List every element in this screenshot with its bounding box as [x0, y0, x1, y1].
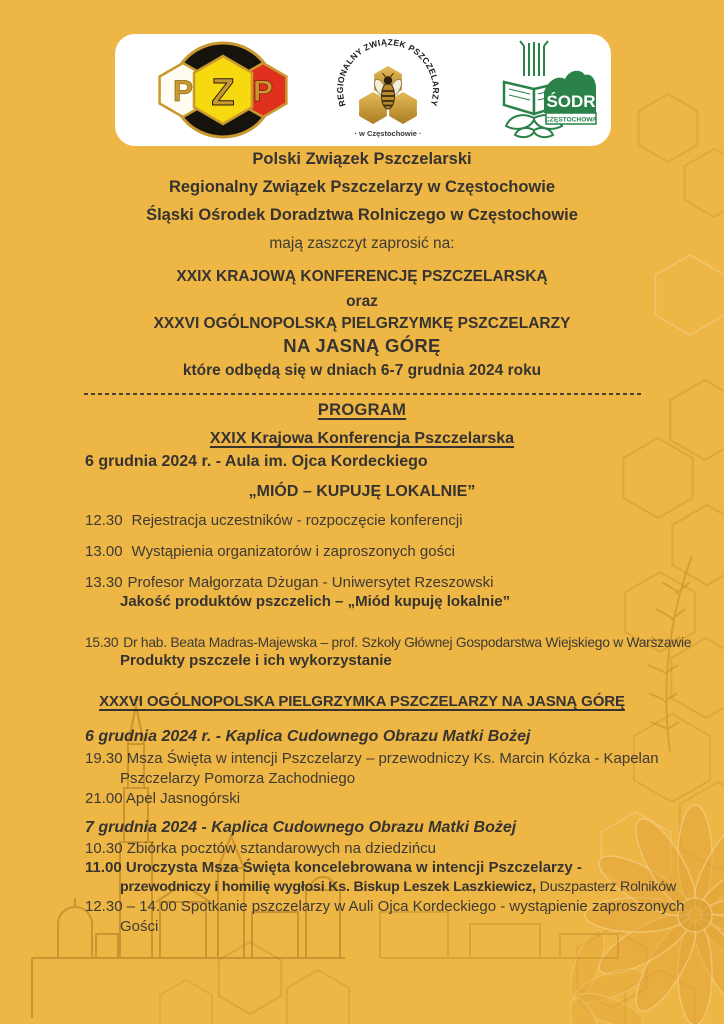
schedule-time: 12.30 — [85, 512, 123, 529]
schedule-item — [85, 543, 700, 562]
pilgrimage-item-continuation: Pszczelarzy Pomorza Zachodniego — [120, 770, 356, 787]
invitation-line: mają zaszczyt zaprosić na: — [269, 235, 455, 252]
conference-venue: 6 grudnia 2024 r. - Aula im. Ojca Kordeckiego — [85, 453, 428, 470]
pilgrimage-item-mixed — [120, 879, 700, 897]
sodr-hill — [544, 71, 597, 124]
conference-section-title: XXIX Krajowa Konferencja Pszczelarska — [209, 430, 515, 447]
pilgrimage-day1-heading: 6 grudnia 2024 r. - Kaplica Cudownego Obrazu Matki Bożej — [85, 728, 531, 745]
event-title-pilgrimage-destination: NA JASNĄ GÓRĘ — [283, 335, 441, 356]
event-conjunction: oraz — [346, 293, 378, 310]
pilgrimage-item-continuation: Gości — [120, 918, 159, 935]
event-title-pilgrimage: XXXVI OGÓLNOPOLSKĄ PIELGRZYMKĘ PSZCZELARZY — [153, 315, 571, 332]
program-title: PROGRAM — [317, 401, 407, 419]
schedule-time: 13.30 — [85, 574, 123, 591]
pilgrimage-item-bold: 11.00 Uroczysta Msza Święta koncelebrowana w intencji Pszczelarzy - — [85, 859, 582, 876]
pilgrimage-item: 10.30 Zbiórka pocztów sztandarowych na dziedzińcu — [85, 840, 437, 857]
logo-band — [115, 34, 611, 146]
pilgrimage-day2-heading: 7 grudnia 2024 - Kaplica Cudownego Obrazu Matki Bożej — [85, 819, 517, 836]
dashed-separator — [84, 393, 644, 395]
rzp-bottom-text: · w Częstochowie · — [353, 129, 422, 138]
pilgrimage-item: 19.30 Msza Święta w intencji Pszczelarzy – przewodniczy Ks. Marcin Kózka - Kapelan — [85, 750, 659, 767]
pilgrimage-item: 21.00 Apel Jasnogórski — [85, 790, 241, 807]
pilgrimage-item-bold-part: przewodniczy i homilię wygłosi Ks. Biskup Leszek Laszkiewicz, — [120, 879, 536, 895]
schedule-text: Rejestracja uczestników - rozpoczęcie konferencji — [131, 512, 463, 529]
organizer-line-3: Śląski Ośrodek Doradztwa Rolniczego w Częstochowie — [146, 206, 578, 224]
schedule-text: Profesor Małgorzata Dżugan - Uniwersytet Rzeszowski — [127, 574, 494, 591]
schedule-text: Wystąpienia organizatorów i zaproszonych gości — [131, 543, 455, 560]
sodr-acronym: ŚODR — [546, 92, 596, 111]
pzp-logo — [153, 40, 293, 140]
schedule-lecture-title: Produkty pszczele i ich wykorzystanie — [120, 652, 392, 669]
conference-motto: „MIÓD – KUPUJĘ LOKALNIE” — [248, 483, 476, 500]
rzp-logo — [333, 35, 443, 145]
event-title-conference: XXIX KRAJOWĄ KONFERENCJĘ PSZCZELARSKĄ — [176, 268, 548, 285]
schedule-time: 13.00 — [85, 543, 123, 560]
pilgrimage-item: 12.30 – 14.00 Spotkanie pszczelarzy w Auli Ojca Kordeckiego - wystąpienie zaproszonych — [85, 898, 685, 915]
pzp-letter-p1: P — [172, 75, 194, 108]
schedule-text: Dr hab. Beata Madras-Majewska – prof. Szkoły Głównej Gospodarstwa Wiejskiego w Warszawie — [123, 635, 692, 650]
pzp-letter-p2: P — [252, 75, 274, 108]
sodr-city: CZĘSTOCHOWA — [545, 116, 597, 124]
organizer-line-2: Regionalny Związek Pszczelarzy w Częstochowie — [168, 178, 556, 196]
pzp-letter-z: Z — [211, 72, 235, 114]
schedule-item — [85, 512, 700, 531]
wheat-icon — [520, 41, 548, 76]
schedule-time: 15.30 — [85, 635, 119, 650]
sodr-logo — [482, 40, 597, 140]
schedule-item — [85, 574, 700, 593]
rzp-arc-text: REGIONALNY ZWIĄZEK PSZCZELARZY — [334, 36, 441, 108]
schedule-item — [85, 634, 700, 651]
event-dates: które odbędą się w dniach 6-7 grudnia 2024 roku — [182, 362, 542, 379]
schedule-lecture-title: Jakość produktów pszczelich – „Miód kupuję lokalnie” — [120, 593, 511, 610]
organizer-line-1: Polski Związek Pszczelarski — [252, 150, 472, 168]
pilgrimage-section-title: XXXVI OGÓLNOPOLSKA PIELGRZYMKA PSZCZELARZY NA JASNĄ GÓRĘ — [99, 693, 625, 710]
pilgrimage-item-regular-part: Duszpasterz Rolników — [535, 879, 677, 895]
